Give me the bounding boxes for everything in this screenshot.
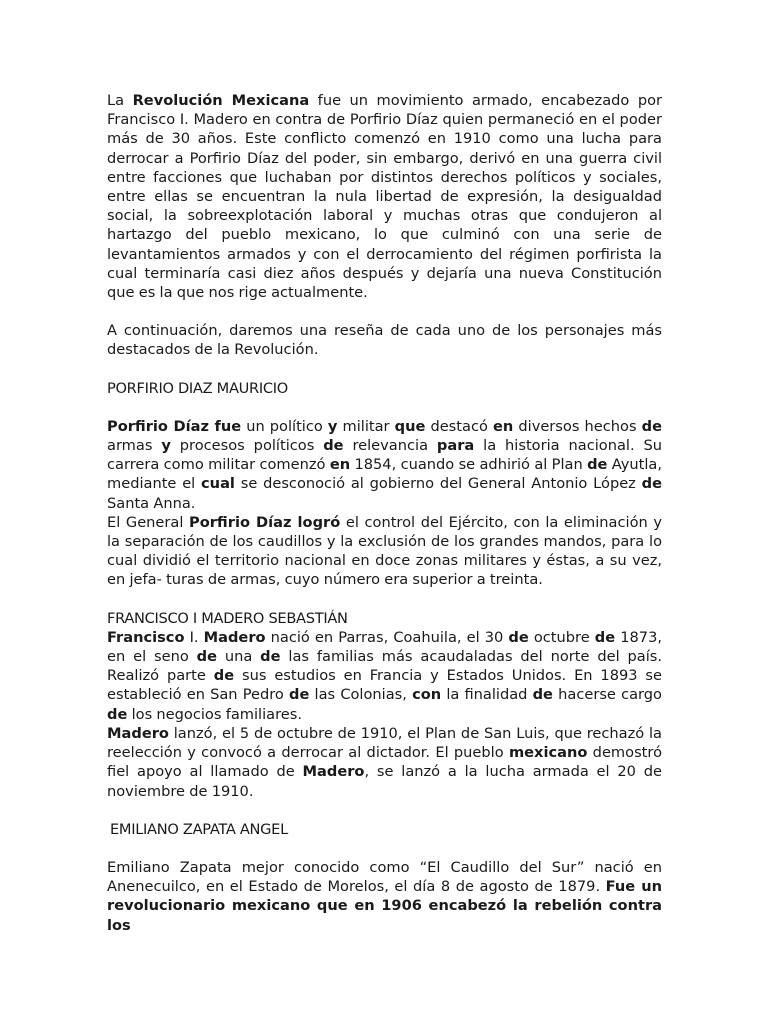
bold-run: en — [493, 417, 514, 435]
bold-run: y — [327, 417, 338, 435]
bold-run: que — [394, 417, 426, 435]
text-run: un político — [241, 417, 328, 435]
bold-run: Francisco — [107, 628, 185, 646]
bold-run: de — [594, 628, 616, 646]
intro-text-2: fue un movimiento armado, encabezado por Francisco I. Madero en contra de Porfirio Díaz quien permaneció en el poder más de 30 años. Este conflicto comenzó en 1910 como una lucha para derrocar a Porfirio Díaz del poder, sin embargo, derivó en una guerra civil entre facciones que luchaban por distintos derechos políticos y sociales, entre ellas se encuentran la nula libertad de expresión, la desigualdad social, la sobreexplotación laboral y muchas otras que condujeron al hartazgo del pueblo mexicano, lo que culminó con una serie de levantamientos armados y con el derrocamiento del régimen porfirista la cual terminaría casi diez años después y dejaría una nueva Constitución que es la que nos rige actualmente. — [107, 92, 663, 302]
bold-run: Porfirio Díaz fue — [107, 417, 242, 435]
bold-run: de — [196, 648, 217, 666]
section-heading-madero: FRANCISCO I MADERO SEBASTIÁN — [107, 609, 348, 627]
text-run: una — [216, 648, 261, 666]
bold-run: de — [260, 648, 281, 666]
bold-run: de — [289, 686, 310, 704]
text-run: El General — [107, 513, 190, 531]
text-run: lanzó, el 5 de octubre de 1910, el Plan de San Luis, que rechazó la reelección y convocó a derrocar al dictador. El pueblo — [107, 724, 662, 762]
text-run: militar — [337, 417, 395, 435]
bold-run: y — [161, 437, 171, 455]
porfirio-paragraph-1 — [107, 417, 662, 513]
text-run: demostró fiel apoyo al llamado de — [107, 744, 663, 781]
text-run: los negocios familiares. — [127, 705, 302, 723]
text-run: Santa Anna. — [107, 494, 196, 512]
continuation-paragraph: A continuación, daremos una reseña de cada uno de los personajes más destacados de la Revolución. — [107, 322, 662, 359]
text-run: diversos hechos — [513, 417, 642, 435]
text-run: la finalidad — [441, 686, 533, 704]
text-run: se desconoció al gobierno del General Antonio López — [234, 475, 642, 493]
text-run: las familias más acaudaladas del norte del país. Realizó parte — [107, 648, 662, 685]
bold-run: de — [213, 667, 235, 685]
madero-paragraph-2 — [107, 724, 662, 801]
intro-text-1: La — [107, 92, 133, 109]
bold-run: de — [532, 686, 553, 704]
bold-run: Porfirio Díaz logró — [189, 513, 341, 531]
text-run: 1854, cuando se adhirió al Plan — [350, 456, 588, 474]
text-run: destacó — [425, 417, 493, 435]
text-run: Ayutla, mediante el — [107, 456, 662, 493]
zapata-paragraph-1 — [107, 858, 662, 935]
bold-run: de — [323, 437, 344, 455]
intro-bold-term: Revolución Mexicana — [132, 92, 310, 109]
bold-run: Madero — [107, 724, 169, 742]
bold-run: Madero — [203, 628, 266, 646]
bold-run: cual — [201, 475, 235, 493]
bold-run: para — [436, 437, 475, 455]
text-run: la historia nacional. Su carrera como militar comenzó — [107, 437, 662, 474]
text-run: Emiliano Zapata mejor conocido como “El Caudillo del Sur” nació en Anenecuilco, en el Estado de Morelos, el día 8 de agosto de 1879. — [107, 858, 662, 896]
madero-paragraph-1 — [107, 628, 662, 724]
bold-run: en — [329, 456, 351, 474]
section-heading-porfirio: PORFIRIO DIAZ MAURICIO — [107, 379, 288, 397]
text-run: procesos políticos — [170, 437, 324, 455]
section-heading-zapata: EMILIANO ZAPATA ANGEL — [110, 820, 288, 838]
text-run: el control del Ejército, con la eliminación y la separación de los caudillos y la exclusión de los grandes mandos, para lo cual dividió el territorio nacional en doce zonas militares y éstas, a su vez, en jefa- turas de armas, cuyo número era superior a treinta. — [107, 513, 662, 589]
text-run: las Colonias, — [309, 686, 413, 704]
bold-run: de — [107, 705, 128, 723]
bold-run: de — [641, 417, 663, 435]
porfirio-paragraph-2 — [107, 513, 662, 590]
bold-run: Madero — [302, 763, 365, 781]
text-run: octubre — [528, 628, 595, 646]
bold-run: con — [412, 686, 442, 704]
bold-run: mexicano — [508, 744, 588, 762]
text-run: hacerse cargo — [552, 686, 662, 704]
bold-run: de — [641, 475, 662, 493]
text-run: 1873, en el seno — [107, 628, 662, 666]
text-run: armas — [107, 437, 162, 455]
text-run: sus estudios en Francia y Estados Unidos. En 1893 se estableció en San Pedro — [107, 667, 662, 704]
text-run: , se lanzó a la lucha armada el 20 de noviembre de 1910. — [107, 763, 662, 800]
text-run: nació en Parras, Coahuila, el 30 — [265, 628, 509, 646]
text-run: I. — [184, 628, 204, 646]
bold-run: Fue un revolucionario mexicano que en 1906 encabezó la rebelión contra los — [107, 878, 662, 934]
bold-run: de — [587, 456, 608, 474]
text-run: relevancia — [343, 437, 437, 455]
intro-paragraph — [107, 91, 662, 302]
bold-run: de — [508, 628, 529, 646]
